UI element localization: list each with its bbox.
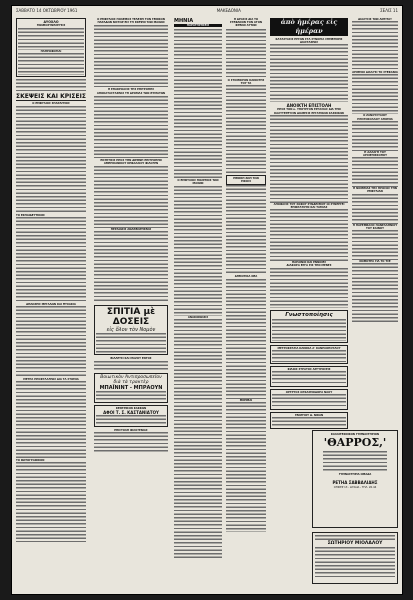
ad-clinic [270,345,348,364]
ad-gym [312,430,398,528]
col5-text-a [270,44,348,102]
col2-text-c [94,166,168,228]
col4-heading-2: Ο ΣΤΟΜΙΚΡΟΝ ΚΑΙΝΟΤΗΣ ΤΟΥ ΤΑ [227,78,265,85]
col6-heading-5: Η ΝΟΜΙΜΑΣ ΤΗΣ ΠΡΟΣΟΣ ΤΗΝ ΕΜΦΥΛΙΑΝ [353,187,397,194]
ad-4 [270,412,348,429]
ad-gym-top: ΚΑΛΛΙΤΕΧΝΙΚΟΝ ΓΥΜΝΑΣΤΗΡΙΟΝ [330,433,380,436]
col6-heading-1: ΔΙΑΛΥΣΙΣ ΤΩΝ ΑΝΤΙΤΑΞ [358,18,392,21]
col6-heading-2: ΑΡΙΘΜΟΙ ΔΙΑΛΥΣΙ ΤΟ ΣΤΕΦΑΝΙΑ [352,71,398,75]
ad-gym-person: ΡΕΤΗΑ ΣΑΒΒΑΛΙΔΗΣ [332,480,378,486]
column-4 [226,18,266,588]
col2-text-a [94,25,168,87]
ad-3-title: ΟΡΤΡΥΟΣ ΟΡΧΑΣΜΟΔΟΡΑ ΝΑΟΥ [285,391,333,395]
ad-tractor-title: Βοιωτικὸν Ἀντιπροσωπεῖον [100,374,162,380]
ad-2-title: ΦΙΛΙΟΣ ΣΤΡΑΤΟΣ ΑΡΓΥΡΟΣΕΙΣ [287,367,331,371]
col6-text-f [352,230,398,260]
ad-b: ΒΙΛΛΕΤΣΙ ΚΑΙ ΜΑΖΟΥ ΕΝΤΟΣ [110,357,152,361]
col4-text-d [226,279,266,399]
page-header [16,8,398,14]
col5-text-c [270,209,348,261]
col1-text-f [16,462,86,542]
col5-text-d [270,268,348,308]
col4-heading-5: ΜΝΗΜΑΙ [239,398,253,402]
ad-3 [270,389,348,410]
ad-d-title: ΚΕΝΤΡΙΚΟΝ ΚΑΚΚΩΝ [115,406,147,410]
column-2 [94,18,168,588]
ad-tractor [94,373,168,403]
ad-houses-text [96,333,166,353]
col2-text-b [94,96,168,158]
col2-heading-1: Ο ΕΜΦΥΛΙΟΣ ΠΟΛΕΜΟΣ ΤΕΛΕΣΕΙ ΤΟΝ ΓΕΝΙΚΟΝ ΠΑΡΑΔΩΝ ΝΙΣΤΩΡ ΕΙΣ ΤΗ ΣΚΕΨΙΝ ΤΩΝ ΜΑΧΩΝ [97,18,165,25]
col1-text-b [16,106,86,214]
col3-heading-2: ΑΝΑΚΟΙΝΩΣΙΣ [187,315,209,319]
col1-heading-2: ΤΟ ΕΚΠΑΙΔΕΥΤΙΚΟΝ [16,213,45,217]
ad-tractor-sub: διὰ τὰ τρακτὲρ [113,379,149,385]
col3-text-b [174,186,222,316]
ad-top-sub: ΓΝΩΜΟΣΥΝΕΛΕΥΣΙΣ [36,24,66,27]
ad-b-text [94,361,168,371]
col4-heading-1: Η ΔΡΑΣΙΣ ΔΙΑ ΤΟ ΣΤΕΦΑΝΟΝ ΤΟΝ ΑΤΟΝ ΦΡΕΩΝ ΑΥΤΩΝ [229,18,263,28]
ad-3-text [272,394,346,408]
col4-text-e [226,402,266,532]
ad-houses [94,305,168,355]
col4-heading-4: ΔΗΜΟΤΙΚΑ ΝΕΑ [234,275,258,279]
ad-houses-sub: εἰς ὅλον τὸν Νομὸν [106,327,156,334]
ad-bottom-right [312,532,398,584]
col6-text-c [352,121,398,151]
col3-text-c [174,319,222,559]
ad-top-title: ΔΥΟΧΛΟ [43,20,59,24]
col4-text-a [226,29,266,79]
col1-text-c [16,217,86,303]
ad-2-text [272,371,346,385]
ad-gym-name: 'ΘΑΡΡΟΣ,' [323,436,387,450]
notice-box [270,310,348,343]
ad-d [94,405,168,427]
col6-heading-4: Η ΑΛΛΑΓΗ ΤΟΥ ΑΡΧΙΕΠΙΣΚΟΠΟΥ [362,150,388,158]
header-date: ΣΑΒΒΑΤΟ 14 ΟΚΤΩΒΡΙΟΥ 1961 [16,8,78,13]
ad-clinic-title: ΜΕΤΡΟΚΡΑΤΙΑ ΚΛΙΝΙΚΑ Α' ΚΑΝΕΛΟΠΟΥΛΟΥ [277,346,341,350]
masthead: ἀπὸ ἡμέρας εἰς ἡμέραν [270,18,348,36]
col1-heading-5: ΤΟ ΦΩΤΟΓΡΑΦΙΚΟΝ [16,459,45,463]
col6-text-e [352,194,398,224]
ad-clinic-text [272,350,346,362]
col6-text-g [352,263,398,323]
col2-text-d [94,231,168,303]
col5-heading-1: ΚΑΤΑΣΤΑΣΙΣ ΕΡΓΩΝ ΣΤΑ ΣΥΝΟΡΙΑ ΣΗΜΕΡΙΝΗΣ ΔΙΑΣΤΑΣΕΩΣ [275,38,343,45]
ad-houses-title: ΣΠΙΤΙΑ μὲ ΔΟΣΕΙΣ [106,307,156,328]
ad-gym-address: ΟΠΣΙΕΡ 13 - ΔΥΣΑΙΑ - ΤΗΛ. 26.44 [333,486,377,490]
ad-4-title: ΓΕΩΡΓΙΟΥ Δ. ΝΙΚΑΝ [294,414,324,418]
header-paper: ΜΑΚΕΔΟΝΙΑ [216,8,241,13]
ad-top-text-2 [18,53,84,75]
col1-heading-3: ΔΗΛΩΣΕΙΣ ΜΕΓΑΛΩΝ ΚΑΙ ΨΥΧΑΚΙΑ [26,302,76,306]
newspaper-page [12,6,402,594]
ad-e-text [94,432,168,452]
col6-heading-3: Ο ΖΑΝΟΥΣΤΑΙΟΥ ΠΡΩΤΟΚΟΛΛΟΥ ΑΠΟΜΙΑ [357,114,393,121]
ad-tractor-text [96,391,166,401]
ad-top-text [18,28,84,50]
ad-d-text [96,415,166,425]
col4-text-b [226,85,266,175]
section-title: ΣΚΕΨΕΙΣ ΚΑΙ ΚΡΙΣΕΙΣ [16,93,86,101]
notice-text [272,319,346,341]
col6-text-d [352,157,398,187]
header-page: ΣΕΛΙΣ 11 [380,8,398,13]
ad-e: ΕΠΙΣΤΟΛΗ ΦΙΛΟΞΕΝΙΑΣ [114,428,148,432]
col1-text-e [16,381,86,459]
col2-heading-3: ΕΙΣΗΓΗΣΙΣ ΠΡΟΣ ΤΗΝ ΔΙΕΘΝΗ ΕΠΙΤΡΟΠΗΝ ΑΜΕΡΙΚΑΝΙΚΟΥ ΚΕΦΑΛΑΙΟΥ ΦΙΛΟΞΕΝ [100,158,162,166]
col6-heading-6: Η ΠΑΡΕΜΒΑΣΙΣ ΠΑΝΕΛΛΗΝΙΟΥ ΤΟΥ ΚΑΙΝΟΥ [352,223,398,230]
col5-heading-2: ΑΝΟΙΚΤΗ ΕΠΙΣΤΟΛΗ [286,103,332,109]
col1-text-a [16,79,86,91]
ad-gym-mid: ΓΥΜΝΑΣΤΗΡΙΑ ΟΜΑΔΑ [338,473,372,477]
col1-text-d [16,306,86,378]
col6-heading-7: ΝΟΜΟΤΕΛ ΓΙΑ ΤΟ ΤΣΕ [359,260,391,264]
notice-title: Γνωστοποίησις [285,311,333,318]
col6-text-b [352,74,398,114]
ad-top [16,18,86,77]
column-1 [16,18,86,588]
ad-d-name: ΑΦΟΙ Τ. Σ. ΚΑΣΤΑΝΙΑΤΟΥ [103,409,159,415]
ad-tractor-name: ΜΠΑΪΝΙΝΤ - ΜΠΡΑΟΥΝ [99,384,163,391]
col5-text-b [270,115,348,203]
col5-heading-5: ΔΙΑΦΟΡΑ ΕΡΓΑ ΕΙΣ ΤΗΝ ΜΕΝΕΣ [286,264,332,268]
col2-heading-2: Η ΕΠΑΚΡΟΑΣΙΣ ΤΗΣ ΕΠΙΤΡΟΠΗΣ ΑΠΟΚΑΤΑΣΤΑΣΕΩΣ ΤΗ ΔΡΟΜΑΣ ΤΩΝ ΘΥΜΑΤΩΝ [96,88,166,95]
ad-2 [270,366,348,387]
col6-text-a [352,21,398,71]
col4-heading-3: ΕΘΝΙΚΗ ΖΩΗ ΤΩΝ ΕΙΚΟΣΙ [226,175,266,185]
ad-gym-text [323,451,387,471]
column-3 [174,18,222,588]
col2-heading-4: ΠΕΡΑΙΩΣΙΣ ΑΝΑΘΕΩΡΗΣΕΩΣ [110,228,152,232]
ad-4-text [272,417,346,427]
ad-bottom-right-name: ΣΩΤΗΡΙΟΥ ΜΙΟΛΑΛΟΥ [327,541,383,546]
col5-heading-4: ΠΑΡΑΙΝΟΙ ΚΑΙ ΕΝΝΟΙΕΣ [291,261,326,265]
col5-heading-2-sub: ΠΡΟΣ ΤΟΝ κ. ΥΠΟΥΡΓΟΝ ΕΡΓΑΣΙΑΣ ΔΙΑ ΤΗΝ ΚΑΛΥΤΕΡΕΥΣΙΝ ΔΙΑΘΕΣΙΣ ΕΡΓΑΤΙΚΩΝ ΧΑΣΚΙΚΩΝ [274,108,344,115]
col3-logo: ΜΗΝΙΑ [174,18,194,24]
col3-text-a [174,29,222,179]
ad-bottom-right-text-b [315,547,395,579]
section-subtitle: Ο ΕΜΦΥΛΙΟΣ ΣΠΑΡΑΓΜΟΣ [32,102,70,106]
col3-heading-1: Ο ΕΜΦΥΛΙΟΣ ΠΟΛΕΜΟΣ ΤΩΝ ΜΑΧΩΝ [177,179,219,186]
col5-heading-3: ΑΠΟΦΑΣΙΣ ΤΟΥ ΣΟΦΟΥ ΣΥΝΔΕΣΜΟΥ ΟΙ ΣΥΝΕΡΓΕΙ ΕΠΙΚΡΑΤΟΥΝ ΚΑΙ ΤΑΜΙΑΣ [273,202,345,210]
col1-heading-4: ΜΕΤΡΑ ΠΡΟΦΥΛΑΞΕΩΣ ΔΙΑ ΤΑ ΣΤΟΜΙΑ [23,378,79,382]
col3-sub: ΠΑΡΑΤΗΡΗΣΕΙΣ [174,24,222,27]
col4-text-c [226,185,266,275]
ad-top-mid: ΠΛΗΡΟΦΟΡΙΑΙ [40,50,62,54]
